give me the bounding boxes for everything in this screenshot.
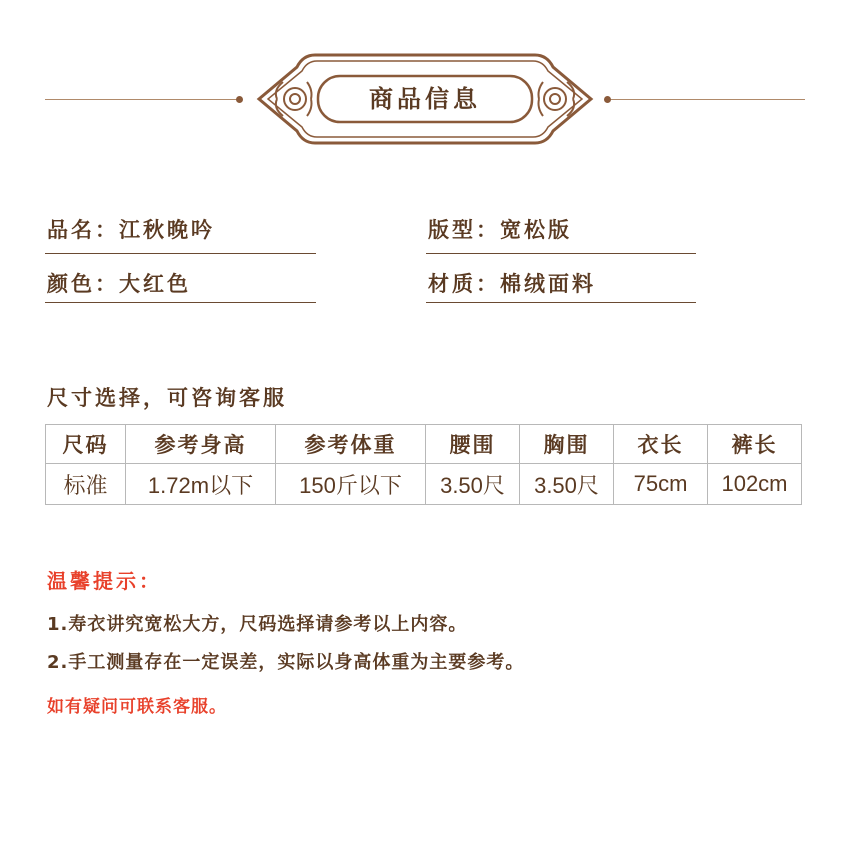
info-material-underline	[426, 302, 696, 303]
table-row	[46, 464, 802, 505]
info-color: 颜色：大红色	[47, 272, 191, 296]
tip-item-1: 1.寿衣讲究宽松大方，尺码选择请参考以上内容。	[47, 614, 468, 635]
tip-item-2: 2.手工测量存在一定误差，实际以身高体重为主要参考。	[47, 652, 525, 673]
col-header-height: 参考身高	[126, 425, 276, 464]
cell-waist: 3.50尺	[426, 464, 520, 505]
header-left-dot	[236, 96, 243, 103]
col-header-pants-length: 裤长	[708, 425, 802, 464]
info-material: 材质：棉绒面料	[428, 272, 596, 296]
col-header-chest: 胸围	[520, 425, 614, 464]
info-fit: 版型：宽松版	[428, 218, 572, 242]
cell-height: 1.72m以下	[126, 464, 276, 505]
info-name: 品名：江秋晚吟	[47, 218, 215, 242]
header-right-dot	[604, 96, 611, 103]
cell-size: 标准	[46, 464, 126, 505]
cell-top-length: 75cm	[614, 464, 708, 505]
col-header-waist: 腰围	[426, 425, 520, 464]
info-fit-underline	[426, 253, 696, 254]
cell-chest: 3.50尺	[520, 464, 614, 505]
size-heading: 尺寸选择，可咨询客服	[47, 386, 287, 410]
col-header-weight: 参考体重	[276, 425, 426, 464]
size-table	[45, 424, 802, 505]
header-title: 商品信息	[369, 85, 481, 113]
col-header-top-length: 衣长	[614, 425, 708, 464]
info-name-underline	[45, 253, 316, 254]
header-left-line	[45, 99, 240, 100]
cell-pants-length: 102cm	[708, 464, 802, 505]
size-table-header-row	[46, 425, 802, 464]
info-color-underline	[45, 302, 316, 303]
header-right-line	[610, 99, 805, 100]
col-header-size: 尺码	[46, 425, 126, 464]
tips-title: 温馨提示：	[47, 569, 162, 593]
cell-weight: 150斤以下	[276, 464, 426, 505]
tips-contact: 如有疑问可联系客服。	[47, 697, 227, 717]
